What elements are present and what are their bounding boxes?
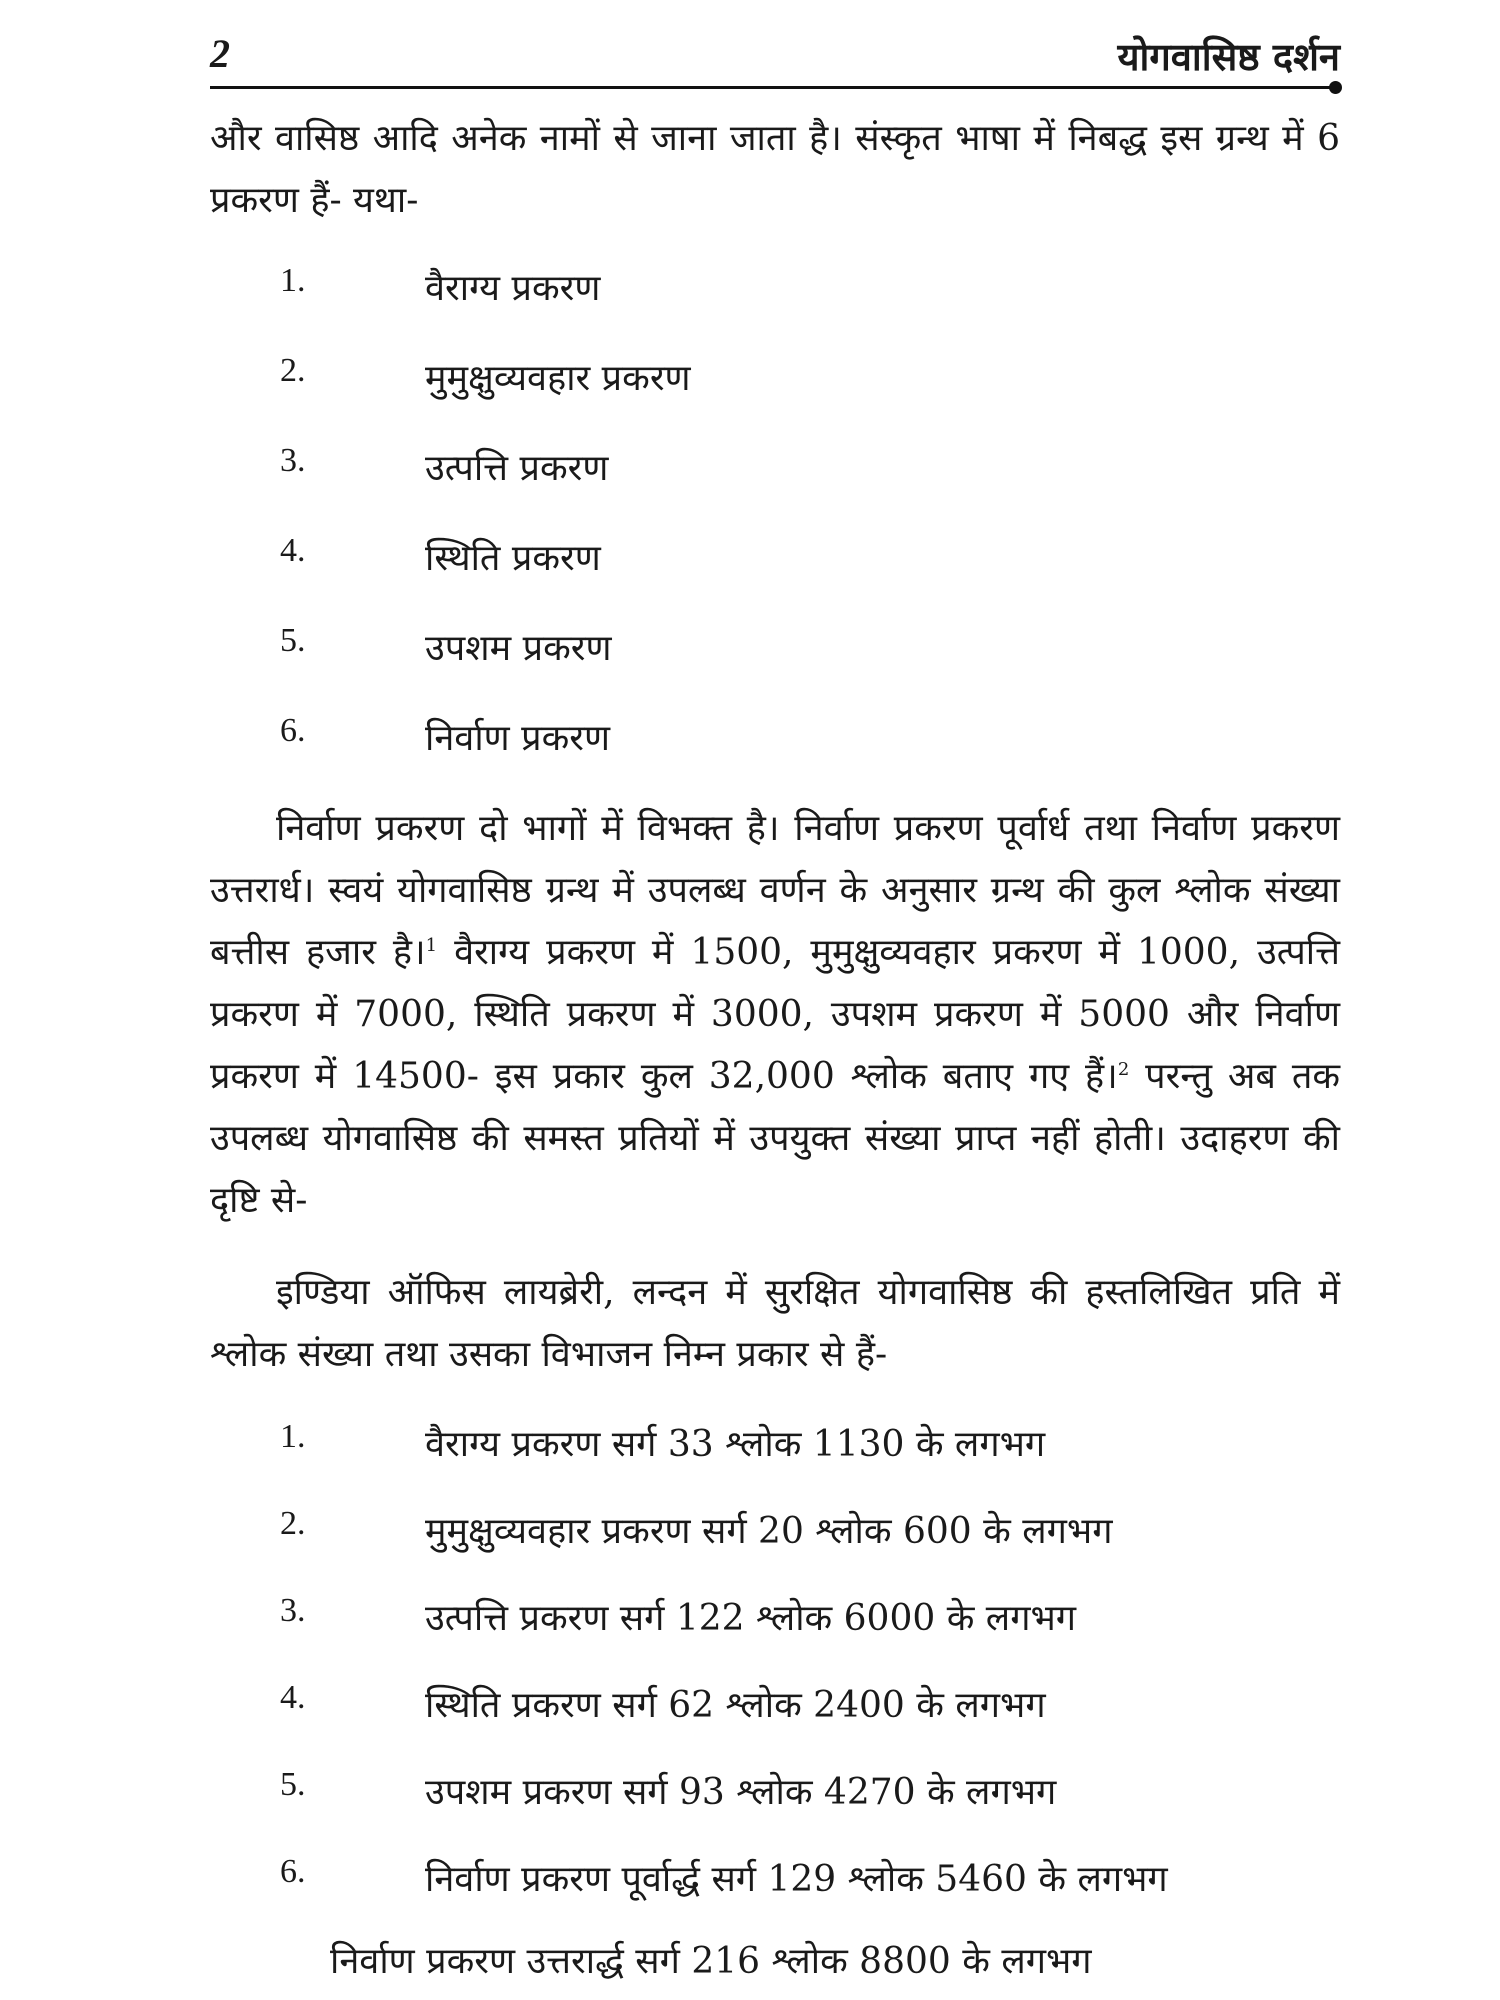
list-number: 3.	[280, 1592, 306, 1629]
page-number: 2	[210, 31, 230, 76]
list-text: निर्वाण प्रकरण पूर्वार्द्ध सर्ग 129 श्लोक 5460 के लगभग	[425, 1859, 1168, 1900]
list-number: 5.	[280, 1766, 306, 1803]
list-text: निर्वाण प्रकरण	[425, 718, 610, 759]
list-number: 2.	[280, 352, 306, 389]
list-number: 4.	[280, 1679, 306, 1716]
paragraph-india-office: इण्डिया ऑफिस लायब्रेरी, लन्दन में सुरक्षित योगवासिष्ठ की हस्तलिखित प्रति में श्लोक संख्या तथा उसका विभाजन निम्न प्रकार से हैं-	[210, 1272, 1340, 1375]
list-number: 3.	[280, 442, 306, 479]
header-rule	[210, 86, 1335, 89]
list-number: 1.	[280, 262, 306, 299]
footnote-marker: 2	[1117, 1059, 1130, 1080]
list-number: 6.	[280, 1853, 306, 1890]
list-number: 2.	[280, 1505, 306, 1542]
paragraph-verse-count	[210, 798, 1340, 1232]
running-header-title: योगवासिष्ठ दर्शन	[1117, 35, 1340, 79]
list-text: उपशम प्रकरण सर्ग 93 श्लोक 4270 के लगभग	[425, 1772, 1057, 1813]
list-number: 4.	[280, 532, 306, 569]
paragraph-text: निर्वाण प्रकरण दो भागों में विभक्त है। निर्वाण प्रकरण पूर्वार्ध तथा निर्वाण प्रकरण उत्तरार्ध। स्वयं योगवासिष्ठ ग्रन्थ में उपलब्ध वर्णन के अनुसार ग्रन्थ की कुल श्लोक संख्या बत्तीस हजार है।	[210, 808, 1340, 973]
list-text: मुमुक्षुव्यवहार प्रकरण	[425, 358, 691, 399]
list-text: वैराग्य प्रकरण सर्ग 33 श्लोक 1130 के लगभग	[425, 1424, 1046, 1465]
list-text: उत्पत्ति प्रकरण	[425, 448, 609, 489]
list-number: 1.	[280, 1418, 306, 1455]
list-number: 6.	[280, 712, 306, 749]
paragraph-intro: और वासिष्ठ आदि अनेक नामों से जाना जाता है। संस्कृत भाषा में निबद्ध इस ग्रन्थ में 6 प्रकरण हैं- यथा-	[210, 118, 1340, 221]
paragraph-text: परन्तु अब तक उपलब्ध योगवासिष्ठ की समस्त प्रतियों में उपयुक्त संख्या प्राप्त नहीं होती। उदाहरण की दृष्टि से-	[210, 1056, 1341, 1221]
list-text: स्थिति प्रकरण	[425, 538, 601, 579]
header-rule-dot	[1329, 81, 1342, 94]
list-continuation: निर्वाण प्रकरण उत्तरार्द्ध सर्ग 216 श्लोक 8800 के लगभग	[330, 1941, 1092, 1982]
list-text: स्थिति प्रकरण सर्ग 62 श्लोक 2400 के लगभग	[425, 1685, 1046, 1726]
paragraph-text: वैराग्य प्रकरण में 1500, मुमुक्षुव्यवहार प्रकरण में 1000, उत्पत्ति प्रकरण में 7000, स्थिति प्रकरण में 3000, उपशम प्रकरण में 5000 और निर्वाण प्रकरण में 14500- इस प्रकार कुल 32,000 श्लोक बताए गए हैं।	[210, 932, 1340, 1097]
footnote-marker: 1	[425, 935, 438, 956]
list-text: उत्पत्ति प्रकरण सर्ग 122 श्लोक 6000 के लगभग	[425, 1598, 1077, 1639]
list-number: 5.	[280, 622, 306, 659]
list-text: वैराग्य प्रकरण	[425, 268, 601, 309]
list-text: मुमुक्षुव्यवहार प्रकरण सर्ग 20 श्लोक 600 के लगभग	[425, 1511, 1113, 1552]
list-text: उपशम प्रकरण	[425, 628, 612, 669]
